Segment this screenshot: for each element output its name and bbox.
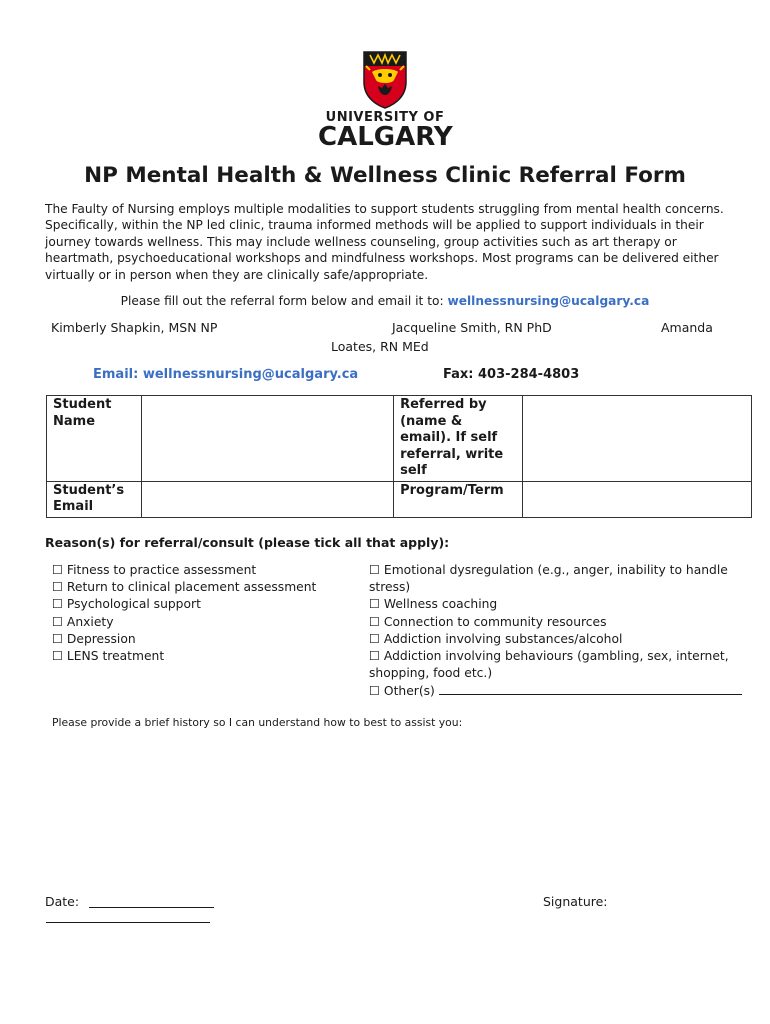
reasons-heading: Reason(s) for referral/consult (please tick all that apply): — [45, 535, 450, 550]
referred-by-label: Referred by (name & email). If self referral, write self — [394, 396, 523, 482]
referred-by-field[interactable] — [522, 396, 751, 482]
logo-line2: CALGARY — [318, 122, 453, 152]
staff-name-3-first: Amanda — [661, 320, 713, 335]
program-term-label: Program/Term — [394, 481, 523, 517]
contact-email[interactable]: Email: wellnessnursing@ucalgary.ca — [93, 367, 359, 382]
student-info-table — [46, 395, 752, 518]
history-prompt: Please provide a brief history so I can understand how to best to assist you: — [52, 716, 463, 729]
date-label: Date: — [45, 894, 80, 909]
staff-name-1: Kimberly Shapkin, MSN NP — [51, 320, 218, 335]
other-reason-input[interactable] — [439, 682, 742, 695]
staff-name-3-rest: Loates, RN MEd — [331, 339, 429, 354]
table-row — [47, 396, 752, 482]
university-logo — [318, 48, 453, 152]
logo-line1: UNIVERSITY OF — [325, 110, 445, 125]
reason-checkbox-item[interactable]: ☐ Depression — [52, 631, 136, 646]
student-name-label: Student Name — [47, 396, 142, 482]
table-row — [47, 481, 752, 517]
student-email-label: Student’s Email — [47, 481, 142, 517]
student-name-field[interactable] — [142, 396, 394, 482]
reason-checkbox-item[interactable]: ☐ Fitness to practice assessment — [52, 563, 257, 577]
university-crest-icon — [360, 48, 410, 110]
reason-checkbox-item[interactable]: ☐ Return to clinical placement assessment — [52, 580, 317, 595]
reasons-right-column — [369, 562, 749, 701]
reason-checkbox-item[interactable]: ☐ Anxiety — [52, 614, 114, 629]
reason-other-item[interactable] — [369, 682, 749, 700]
signature-label: Signature: — [543, 894, 608, 909]
student-email-field[interactable] — [142, 481, 394, 517]
contact-fax: Fax: 403-284-4803 — [443, 367, 580, 382]
instruction-line — [0, 294, 770, 308]
reasons-left-column — [52, 562, 352, 665]
instruction-email-link[interactable]: wellnessnursing@ucalgary.ca — [447, 294, 650, 308]
reason-checkbox-item[interactable]: ☐ Wellness coaching — [369, 597, 498, 612]
program-term-field[interactable] — [522, 481, 751, 517]
reason-checkbox-item[interactable]: ☐ Connection to community resources — [369, 614, 607, 629]
reason-checkbox-item[interactable]: ☐ LENS treatment — [52, 649, 165, 664]
reason-checkbox-item[interactable]: ☐ Addiction involving substances/alcohol — [369, 631, 623, 646]
instruction-text: Please fill out the referral form below and email it to: — [120, 294, 448, 308]
reason-checkbox-item[interactable]: ☐ Addiction involving behaviours (gambling, sex, internet, shopping, food etc.) — [369, 649, 729, 681]
reason-checkbox-item[interactable]: ☐ Emotional dysregulation (e.g., anger, inability to handle stress) — [369, 563, 728, 595]
reason-other-label: ☐ Other(s) — [369, 684, 439, 699]
date-input-line[interactable] — [89, 907, 214, 908]
staff-name-2: Jacqueline Smith, RN PhD — [392, 320, 552, 335]
intro-paragraph: The Faulty of Nursing employs multiple modalities to support students struggling from mental health concerns. Specifically, within the NP led clinic, trauma informed methods will be applied to support individuals in their journey towards wellness. This may include wellness counseling, group activities such as art therapy or heartmath, psychoeducational workshops and mindfulness workshops. Most programs can be delivered either virtually or in person when they are clinically safe/appropriate. — [45, 202, 724, 282]
reason-checkbox-item[interactable]: ☐ Psychological support — [52, 597, 201, 612]
page-title: NP Mental Health & Wellness Clinic Referral Form — [84, 163, 686, 188]
date-input-line-continued[interactable] — [46, 922, 210, 923]
